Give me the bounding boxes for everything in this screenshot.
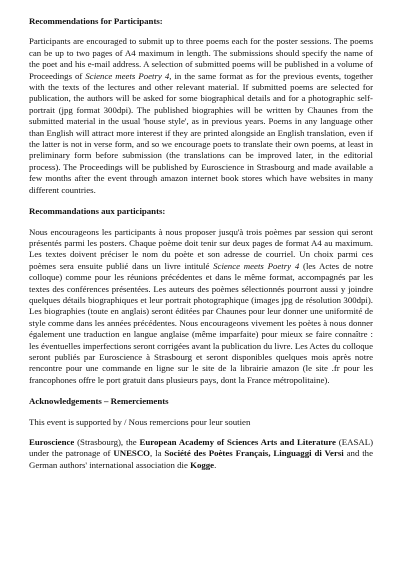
supporter-euroscience: Euroscience bbox=[29, 437, 75, 447]
supporter-unesco: UNESCO bbox=[113, 448, 151, 459]
participants-fr-book-title: Science meets Poetry 4 bbox=[213, 260, 300, 271]
supporter-easal: European Academy of Sciences Arts and Literature bbox=[139, 437, 336, 447]
participants-text-1: Participants are encouraged to submit up to three poems each for the poster sessions. The poems can be up to two pages of A4 maximum in length. The submissions should specify the name of the poet and his e-mail address. A selection of submitted poems will be published in a volume of Proceedings of bbox=[29, 36, 373, 81]
supporters-text-4: and the German authors' international association die bbox=[29, 448, 373, 470]
participants-fr-text-2: (les Actes de notre colloque) comme pour les réunions précédentes et dans le même format, accompagnés par les textes des conférences présentées. Les auteurs des poèmes sélectionnés pourront aussi y joindre quelques détails biographiques et leur portrait photographique (images jpg de résolution 300dpi). Les biographies (toute en anglais) seront éditées par Chaunes pour leur donner une uniformité de style comme dans les années précédentes. Nous encourageons vivement les poètes à nous donner également une traduction en langue anglaise (même imparfaite) pour mieux se faire connaître : les éventuelles imperfections seront corrigées avant la publication du livre. Les Actes du colloque seront publiés par Euroscience à Strasbourg et seront disponibles quelques mois après notre rencontre pour une commande en ligne sur le site de la librairie amazon (le site .fr pour les francophones offre le port gratuit dans plusieurs pays, dont la France métropolitaine). bbox=[29, 260, 373, 385]
acknowledgements-heading: Acknowledgements – Remerciements bbox=[29, 396, 169, 407]
participants-text-2: , in the same format as for the previous events, together with the texts of the lectures and other relevant material. If submitted poems are selected for publication, the authors will be asked for some biographical details and for a photographic self-portrait (jpg format 300dpi). The published biographies will be written by Chaunes from the submitted material in the usual 'house style', as in previous years. Poems in any language other than English will attract more interest if they are printed alongside an English translation, even if the latter is not in verse form, and so we encourage poets to translate their own poems, at least in preliminary form before submission (the translations can be improved later, in the editorial process). The Proceedings will be published by Euroscience in Strasbourg and made available a few months after the event through amazon internet book stores which have websites in many different countries. bbox=[29, 70, 373, 195]
participants-heading: Recommendations for Participants: bbox=[29, 16, 163, 26]
supporter-poets-societies: Société des Poètes Français, Linguaggi di Versi bbox=[164, 448, 344, 459]
supporter-kogge: Kogge bbox=[190, 459, 215, 470]
supporters-text-5: . bbox=[214, 459, 217, 470]
support-line: This event is supported by / Nous remercions pour leur soutien bbox=[29, 416, 251, 427]
participants-fr-paragraph bbox=[29, 227, 373, 387]
supporters-paragraph bbox=[29, 437, 373, 471]
supporters-text-1: (Strasbourg), the bbox=[74, 437, 140, 447]
supporters-text-3: , la bbox=[150, 448, 165, 459]
participants-fr-text-1: Nous encourageons les participants à nous proposer jusqu'à trois poèmes par session qui seront présentés parmi les posters. Chaque poème doit tenir sur deux pages de format A4 au maximum. Les textes doivent préciser le nom du poète et son adresse de courriel. Un choix parmi ces poèmes sera ensuite publié dans un livre intitulé bbox=[29, 226, 373, 271]
document-page bbox=[29, 16, 373, 481]
participants-fr-heading: Recommandations aux participants: bbox=[29, 206, 166, 217]
supporters-text-2: (EASAL) under the patronage of bbox=[29, 437, 373, 459]
participants-book-title: Science meets Poetry 4 bbox=[85, 70, 170, 81]
participants-paragraph bbox=[29, 36, 373, 196]
